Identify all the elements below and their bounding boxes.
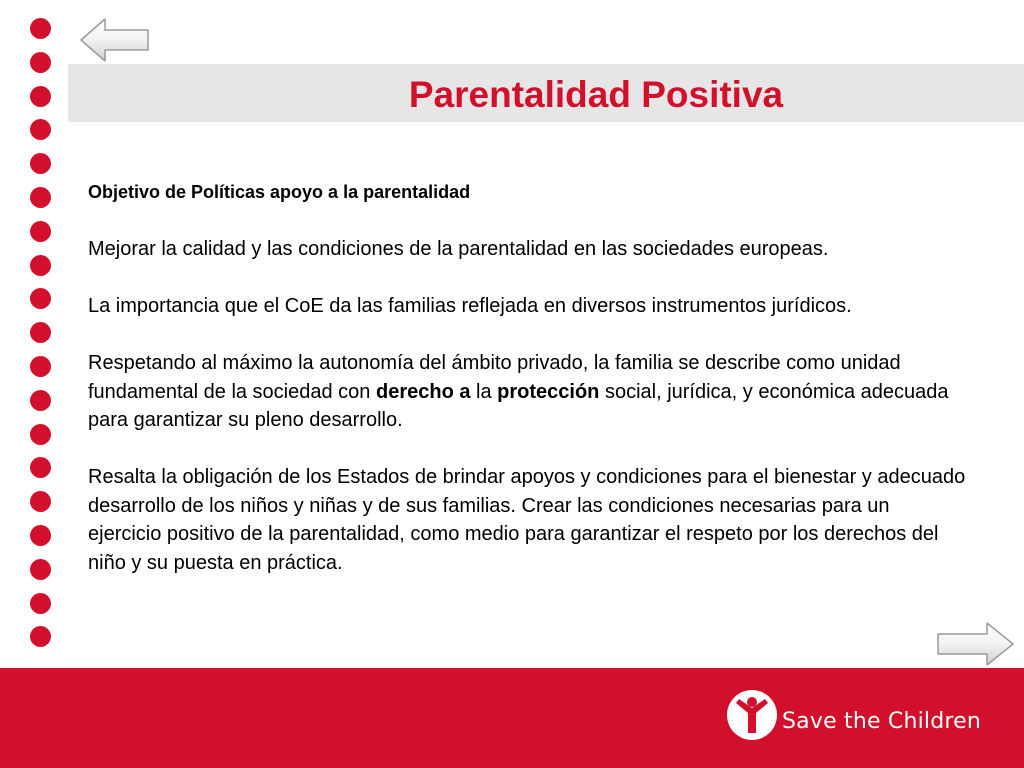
brand-name: Save the Children <box>782 709 982 734</box>
paragraph-family-text-1: Respetando al máximo la autonomía del ámbito privado, la familia se describe como unidad fundamental de la sociedad con <box>88 352 901 403</box>
decorative-dot <box>30 119 51 140</box>
decorative-dot <box>30 356 51 377</box>
decorative-dot <box>30 187 51 208</box>
decorative-dot <box>30 288 51 309</box>
decorative-dot <box>30 221 51 242</box>
section-heading: Objetivo de Políticas apoyo a la parentalidad <box>88 182 471 202</box>
decorative-dot <box>30 457 51 478</box>
decorative-dot <box>30 626 51 647</box>
paragraph-states: Resalta la obligación de los Estados de brindar apoyos y condiciones para el bienestar y adecuado desarrollo de los niños y niñas y de sus familias. Crear las condiciones necesarias para un ejercicio positivo de la parentalidad, como medio para garantizar el respeto por los derechos del niño y su puesta en práctica. <box>88 466 966 574</box>
paragraph-family <box>88 349 968 435</box>
decorative-dot <box>30 424 51 445</box>
paragraph-family-text-3: social, jurídica, y económica adecuada para garantizar su pleno desarrollo. <box>88 380 949 431</box>
decorative-dot-column <box>30 18 52 660</box>
decorative-dot <box>30 322 51 343</box>
decorative-dot <box>30 491 51 512</box>
decorative-dot <box>30 52 51 73</box>
decorative-dot <box>30 593 51 614</box>
paragraph-objective: Mejorar la calidad y las condiciones de la parentalidad en las sociedades europeas. <box>88 238 829 260</box>
decorative-dot <box>30 18 51 39</box>
decorative-dot <box>30 525 51 546</box>
decorative-dot <box>30 559 51 580</box>
paragraph-family-text-2: la <box>470 380 498 403</box>
decorative-dot <box>30 390 51 411</box>
emphasis-proteccion: protección <box>497 380 600 403</box>
emphasis-derecho: derecho a <box>375 380 471 403</box>
slide-content <box>88 178 968 606</box>
decorative-dot <box>30 153 51 174</box>
decorative-dot <box>30 86 51 107</box>
arrow-right-icon[interactable] <box>934 620 1016 668</box>
decorative-dot <box>30 255 51 276</box>
child-figure-icon <box>724 686 780 744</box>
title-bar <box>68 64 1024 122</box>
arrow-left-icon[interactable] <box>78 16 152 64</box>
paragraph-coe: La importancia que el CoE da las familias reflejada en diversos instrumentos jurídicos. <box>88 295 852 317</box>
page-title: Parentalidad Positiva <box>408 74 784 115</box>
